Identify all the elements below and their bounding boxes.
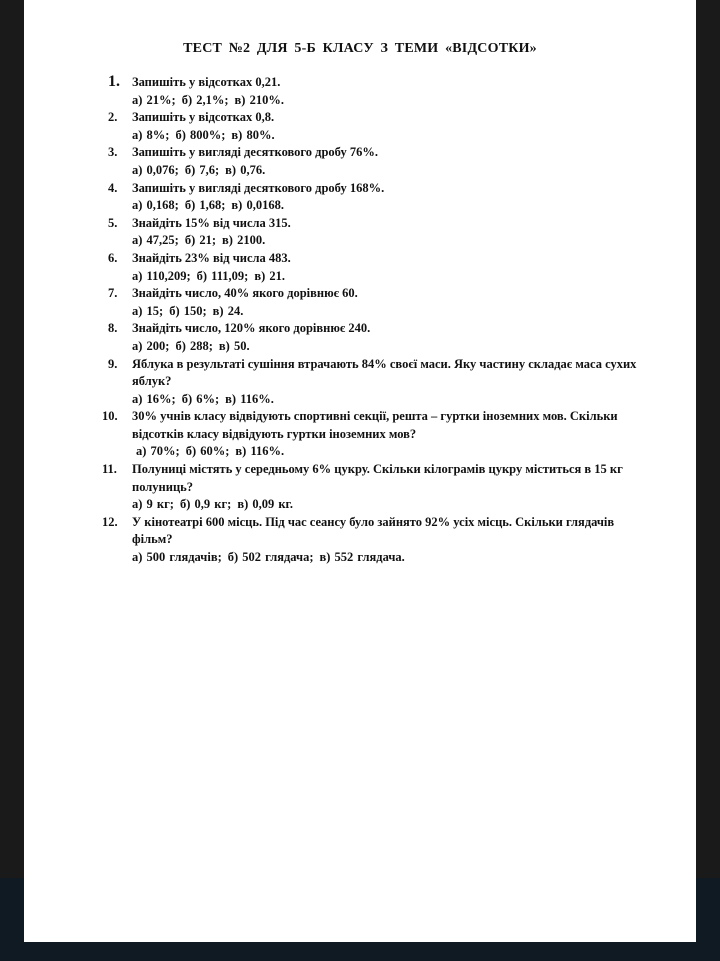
question-item (108, 285, 648, 320)
question-item (108, 320, 648, 355)
question-text: Знайдіть число, 120% якого дорівнює 240. (132, 321, 371, 336)
answer-options (132, 92, 648, 110)
document-page (24, 0, 696, 942)
answer-option: б) 111,09; (196, 268, 249, 283)
question-item (102, 408, 648, 461)
question-text: 30% учнів класу відвідують спортивні секції, решта – гуртки іноземних мов. Скільки відсотків класу відвідують гуртки іноземних мов? (132, 409, 618, 441)
question-list (102, 73, 648, 567)
answer-options (132, 127, 648, 145)
question-text: Знайдіть число, 40% якого дорівнює 60. (132, 286, 358, 301)
question-text: Запишіть у відсотках 0,8. (132, 110, 275, 125)
answer-option: б) 502 глядача; (227, 550, 314, 565)
answer-options (132, 162, 648, 180)
answer-option: б) 150; (169, 303, 207, 318)
question-item (108, 250, 648, 285)
answer-option: б) 2,1%; (181, 92, 229, 107)
answer-option: б) 1,68; (184, 198, 226, 213)
answer-options (132, 391, 648, 409)
question-number: 2. (108, 110, 118, 125)
answer-options (132, 496, 648, 514)
answer-options (132, 197, 648, 215)
answer-option: в) 0,0168. (231, 198, 284, 213)
question-item (102, 514, 648, 567)
answer-option: в) 210%. (234, 92, 284, 107)
question-text: У кінотеатрі 600 місць. Під час сеансу було зайнято 92% усіх місць. Скільки глядачів фільм? (132, 514, 615, 547)
question-item (108, 180, 648, 215)
answer-option: а) 9 кг; (132, 497, 174, 512)
question-number: 7. (108, 286, 118, 301)
answer-options (132, 549, 648, 567)
question-number: 10. (102, 409, 118, 424)
question-number: 11. (102, 462, 117, 477)
answer-option: б) 21; (184, 233, 217, 248)
answer-option: б) 7,6; (184, 162, 220, 177)
answer-option: а) 110,209; (132, 268, 191, 283)
answer-options (132, 303, 648, 321)
question-item (108, 144, 648, 179)
answer-options (132, 268, 648, 286)
question-text: Запишіть у відсотках 0,21. (132, 75, 281, 89)
answer-option: а) 47,25; (132, 233, 179, 248)
question-text: Запишіть у вигляді десяткового дробу 168%. (132, 180, 385, 195)
answer-option: б) 0,9 кг; (179, 497, 232, 512)
question-number: 12. (102, 514, 118, 529)
answer-option: в) 0,76. (225, 162, 266, 177)
answer-option: в) 116%. (225, 391, 274, 406)
answer-option: а) 0,168; (132, 198, 179, 213)
answer-option: в) 0,09 кг. (237, 497, 293, 512)
test-title: ТЕСТ №2 ДЛЯ 5-Б КЛАСУ З ТЕМИ «ВІДСОТКИ» (183, 41, 537, 56)
answer-option: б) 800%; (175, 127, 226, 142)
answer-option: б) 6%; (181, 391, 220, 406)
answer-option: а) 8%; (132, 127, 170, 142)
answer-option: б) 60%; (185, 444, 230, 459)
question-number: 4. (108, 180, 118, 195)
question-text: Запишіть у вигляді десяткового дробу 76%. (132, 145, 378, 160)
answer-option: в) 21. (254, 268, 286, 283)
answer-option: в) 50. (218, 338, 250, 353)
question-number: 5. (108, 215, 118, 230)
answer-option: а) 15; (132, 303, 164, 318)
question-item (108, 74, 648, 109)
answer-option: а) 70%; (136, 444, 180, 459)
answer-option: а) 21%; (132, 92, 176, 107)
answer-option: в) 80%. (231, 127, 275, 142)
answer-option: в) 116%. (235, 444, 285, 459)
question-text: Яблука в результаті сушіння втрачають 84% своєї маси. Яку частину складає маса сухих яблук? (132, 356, 637, 389)
answer-option: в) 24. (212, 303, 244, 318)
answer-option: в) 552 глядача. (319, 550, 405, 565)
answer-options (132, 443, 648, 461)
question-number: 1. (108, 73, 120, 90)
answer-option: в) 2100. (222, 233, 266, 248)
question-item (108, 109, 648, 144)
answer-option: б) 288; (175, 338, 213, 353)
question-number: 3. (108, 145, 118, 160)
question-text: Полуниці містять у середньому 6% цукру. Скільки кілограмів цукру міститься в 15 кг полуниць? (132, 462, 623, 494)
question-item (108, 356, 648, 409)
question-text: Знайдіть 15% від числа 315. (132, 215, 291, 230)
answer-option: а) 200; (132, 338, 170, 353)
question-number: 6. (108, 250, 118, 265)
question-item (102, 461, 648, 514)
answer-option: а) 16%; (132, 391, 176, 406)
question-number: 9. (108, 356, 118, 371)
question-item (108, 215, 648, 250)
answer-option: а) 500 глядачів; (132, 550, 222, 565)
answer-options (132, 338, 648, 356)
question-number: 8. (108, 321, 118, 336)
answer-options (132, 232, 648, 250)
answer-option: а) 0,076; (132, 162, 179, 177)
question-text: Знайдіть 23% від числа 483. (132, 250, 291, 265)
